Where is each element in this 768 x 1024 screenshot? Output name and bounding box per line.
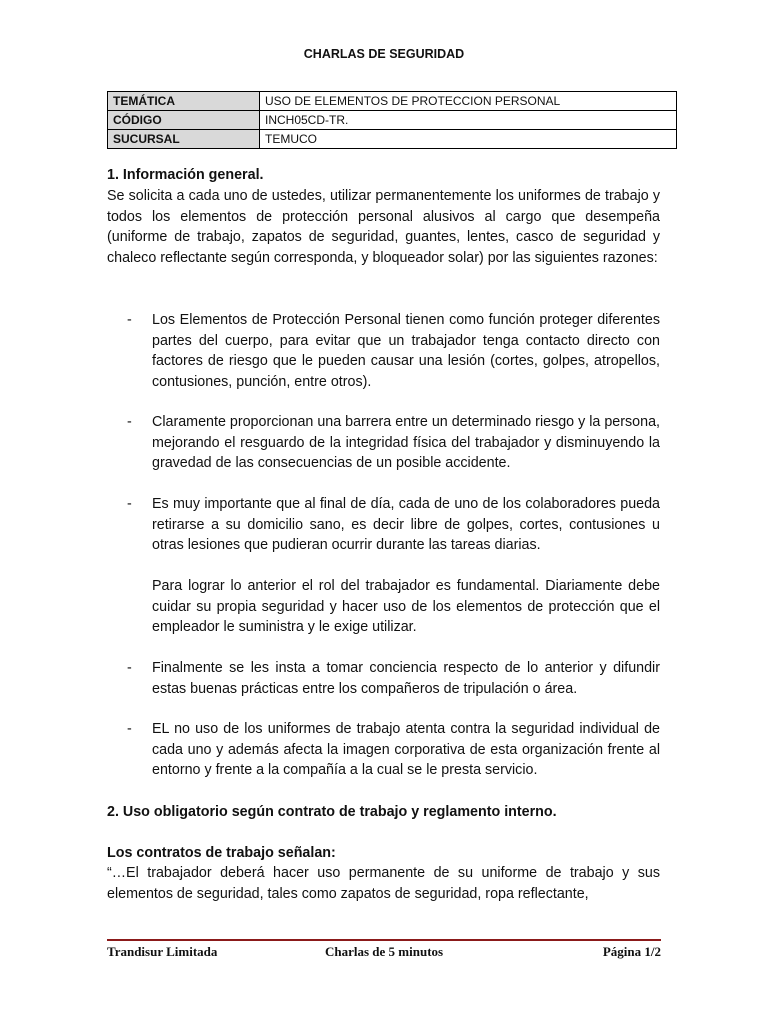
table-row: [108, 111, 677, 130]
info-table: [107, 91, 677, 149]
table-value: INCH05CD-TR.: [260, 111, 677, 130]
bullet-text: EL no uso de los uniformes de trabajo atenta contra la seguridad individual de cada uno y además afecta la imagen corporativa de esta organización frente al entorno y frente a la compañía a la cual se le presta servicio.: [152, 721, 660, 779]
bullet-text: Los Elementos de Protección Personal tienen como función proteger diferentes partes del cuerpo, para evitar que un trabajador tenga contacto directo con factores de riesgo que le pueden causar una lesión (cortes, golpes, atropellos, contusiones, punción, entre otros).: [152, 312, 660, 391]
bullet-text: Es muy importante que al final de día, cada de uno de los colaboradores pueda retirarse a su domicilio sano, es decir libre de golpes, cortes, contusiones u otras lesiones que pudieran ocurrir durante las tareas diarias.: [152, 496, 660, 554]
list-item: [127, 412, 660, 474]
bullet-text: Finalmente se les insta a tomar conciencia respecto de lo anterior y difundir estas buenas prácticas entre los compañeros de tripulación o área.: [152, 660, 660, 697]
table-key: SUCURSAL: [108, 130, 260, 149]
bullet-dash: -: [127, 496, 132, 512]
bullet-dash: -: [127, 721, 132, 737]
contract-quote: “…El trabajador deberá hacer uso permanente de su uniforme de trabajo y sus elementos de seguridad, tales como zapatos de seguridad, ropa reflectante,: [107, 865, 660, 902]
document-title: CHARLAS DE SEGURIDAD: [303, 47, 465, 61]
note-paragraph: Para lograr lo anterior el rol del trabajador es fundamental. Diariamente debe cuidar su propia seguridad y hacer uso de los elementos de protección que el empleador le suministra y le exige utilizar.: [152, 578, 660, 636]
footer-series: Charlas de 5 minutos: [325, 944, 444, 959]
bullet-text: Claramente proporcionan una barrera entre un determinado riesgo y la persona, mejorando el resguardo de la integridad física del trabajador y disminuyendo la gravedad de las consecuencias de un posible accidente.: [152, 414, 660, 472]
footer-company: Trandisur Limitada: [107, 944, 218, 959]
section-2-heading: 2. Uso obligatorio según contrato de trabajo y reglamento interno.: [107, 804, 557, 820]
table-key: TEMÁTICA: [108, 92, 260, 111]
footer-rule: [107, 939, 661, 941]
table-row: [108, 92, 677, 111]
bullet-dash: -: [127, 660, 132, 676]
list-item: [127, 658, 660, 699]
footer-page-number: Página 1/2: [602, 944, 661, 959]
bullet-dash: -: [127, 312, 132, 328]
page-footer: [107, 944, 661, 962]
table-row: [108, 130, 677, 149]
list-item: [127, 310, 660, 393]
table-value: TEMUCO: [260, 130, 677, 149]
section-2-subheading: Los contratos de trabajo señalan:: [107, 845, 336, 861]
bullet-dash: -: [127, 414, 132, 430]
section-1-heading: 1. Información general.: [107, 167, 264, 183]
list-item: [127, 494, 660, 556]
table-value: USO DE ELEMENTOS DE PROTECCION PERSONAL: [260, 92, 677, 111]
section-1-intro: Se solicita a cada uno de ustedes, utilizar permanentemente los uniformes de trabajo y todos los elementos de protección personal alusivos al cargo que desempeña (uniforme de trabajo, zapatos de seguridad, guantes, lentes, casco de seguridad y chaleco reflectante según corresponda, y bloqueador solar) por las siguientes razones:: [107, 188, 660, 267]
list-item: [127, 719, 660, 781]
table-key: CÓDIGO: [108, 111, 260, 130]
